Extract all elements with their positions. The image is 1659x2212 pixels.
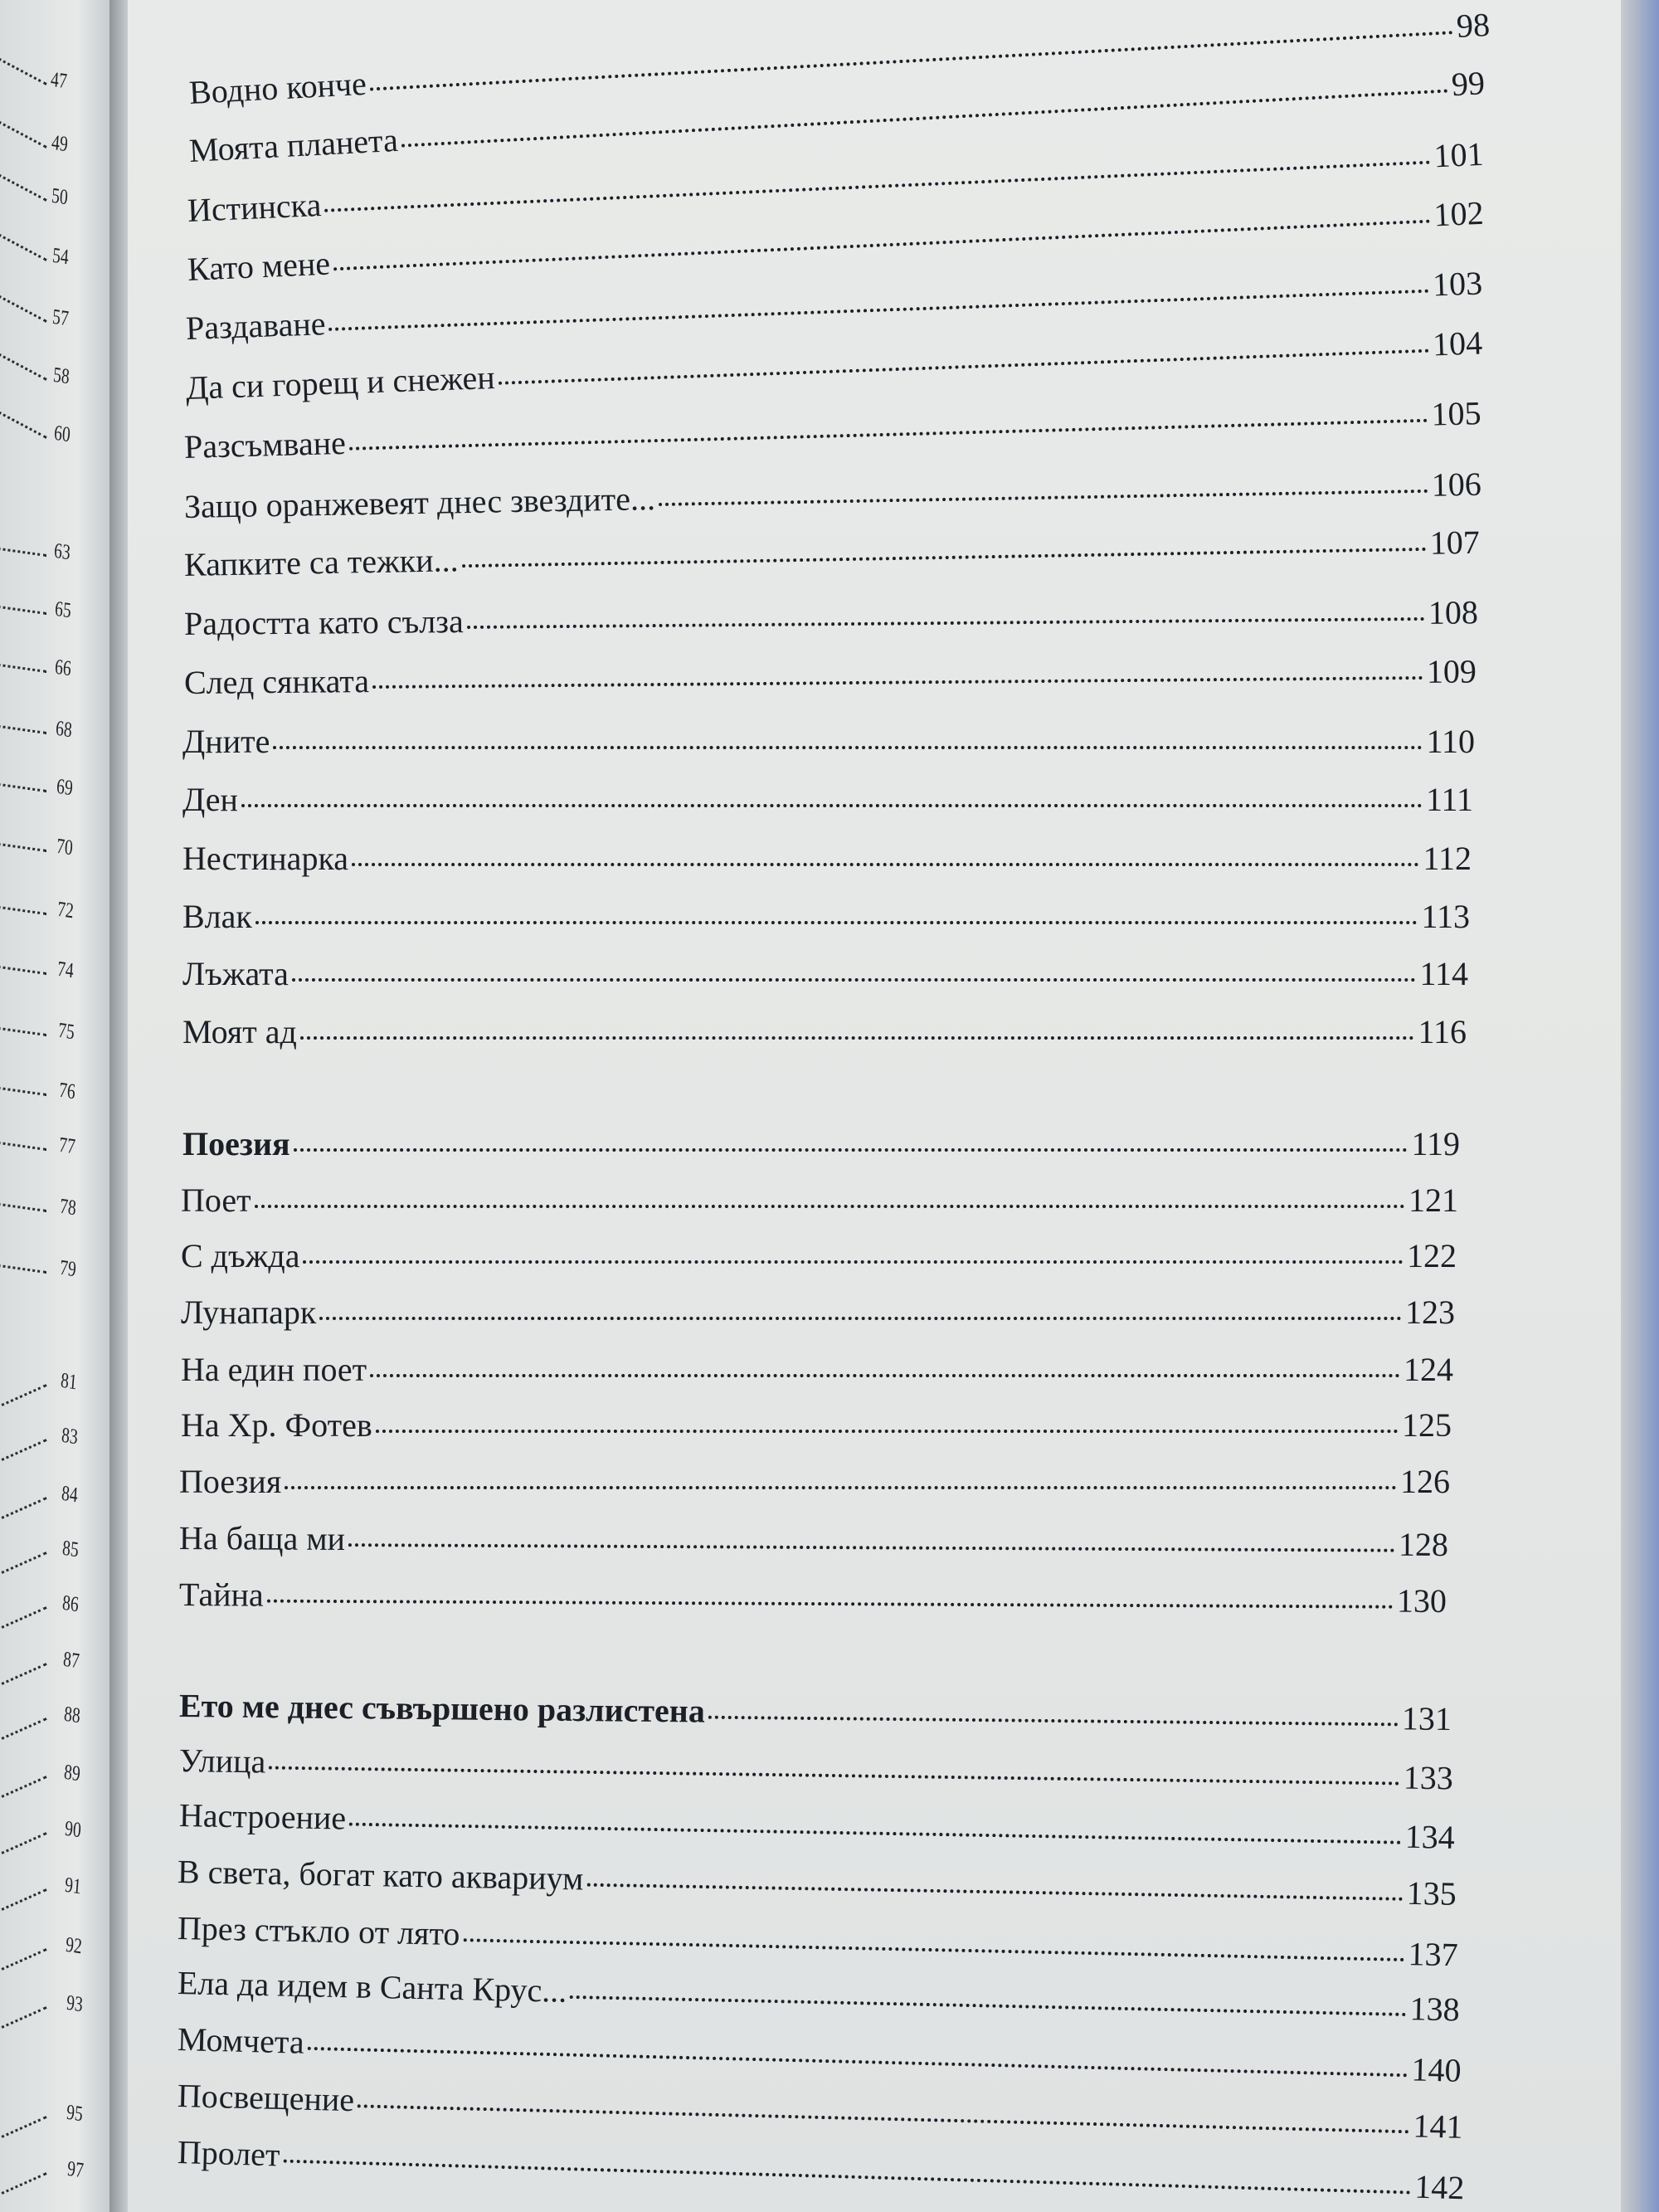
left-page-entry (0, 363, 109, 397)
left-page-entry (0, 1369, 109, 1402)
dot-leader (0, 2116, 47, 2141)
left-page-entry (0, 2157, 109, 2190)
toc-entry-title: На един поет (181, 1351, 367, 1388)
toc-entry-title: Ден (182, 781, 238, 818)
left-page-entry (0, 717, 109, 750)
toc-entry-title: Радостта като сълза (183, 602, 464, 642)
dot-leader (376, 1428, 1399, 1433)
toc-entry (182, 839, 1472, 878)
toc-entry-title: Раздаване (185, 305, 327, 347)
toc-entry-page-number: 113 (1421, 898, 1470, 935)
dot-leader (0, 1606, 47, 1631)
left-page-entry (0, 775, 109, 808)
toc-entry-title: Пролет (177, 2133, 281, 2174)
left-page-entry (0, 1537, 109, 1570)
toc-entry-page-number: 137 (1408, 1935, 1459, 1974)
toc-entry-title: Разсъмване (183, 423, 347, 465)
dot-leader (0, 965, 46, 975)
left-page-number: 66 (54, 654, 73, 681)
toc-entry-title: На баща ми (178, 1519, 346, 1558)
dot-leader (0, 2006, 47, 2031)
dot-leader (0, 1202, 46, 1212)
left-page-number: 78 (59, 1193, 77, 1220)
dot-leader (294, 1147, 1408, 1152)
toc-entry-title: Да си горещ и снежен (185, 358, 496, 407)
toc-entry (182, 1012, 1467, 1051)
toc-entry-title: След сянката (183, 662, 370, 701)
toc-entry-title: Защо оранжевеят днес звездите... (183, 480, 656, 525)
toc-entry-page-number: 121 (1408, 1182, 1458, 1219)
dot-leader (0, 605, 46, 615)
dot-leader (0, 842, 46, 852)
toc-entry (181, 1181, 1458, 1220)
toc-entry-page-number: 105 (1430, 394, 1482, 433)
toc-entry (182, 954, 1468, 993)
dot-leader (0, 547, 46, 557)
dot-leader (241, 802, 1423, 807)
dot-leader (0, 1384, 47, 1409)
dot-leader (0, 1552, 47, 1576)
toc-entry-page-number: 122 (1407, 1237, 1457, 1274)
left-page-number: 68 (55, 715, 73, 743)
left-page-number: 84 (61, 1480, 80, 1508)
dot-leader (352, 861, 1419, 866)
left-page-number: 79 (59, 1255, 78, 1282)
dot-leader (0, 782, 46, 792)
toc-entry-title: Ела да идем в Санта Крус... (177, 1964, 567, 2010)
left-page-number: 75 (57, 1017, 75, 1045)
left-page-number: 89 (63, 1759, 82, 1786)
left-page-entry (0, 1424, 109, 1457)
dot-leader (0, 1086, 46, 1096)
dot-leader (0, 663, 46, 673)
dot-leader (255, 919, 1418, 924)
toc-entry-title: Настроение (178, 1796, 347, 1837)
toc-entry-page-number: 116 (1418, 1013, 1467, 1050)
toc-entry-title: Улица (178, 1742, 266, 1781)
left-page-entry (0, 898, 109, 931)
left-page-entry (0, 1648, 109, 1681)
left-page-number: 50 (51, 183, 70, 210)
dot-leader (300, 1035, 1415, 1040)
toc-entry-page-number: 134 (1404, 1817, 1456, 1856)
left-page-entry (0, 1873, 109, 1907)
dot-leader (0, 905, 46, 915)
toc-entry-page-number: 123 (1405, 1294, 1455, 1331)
left-page-entry (0, 835, 109, 868)
left-page-number: 57 (51, 304, 71, 331)
left-page-entry (0, 1019, 109, 1052)
toc-entry-page-number: 107 (1429, 523, 1481, 562)
left-page-number: 63 (53, 538, 72, 565)
left-page-entry (0, 1591, 109, 1625)
toc-entry-page-number: 109 (1426, 652, 1477, 690)
toc-entry (182, 780, 1473, 819)
left-page-number: 88 (62, 1701, 81, 1728)
toc-entry (181, 1293, 1455, 1332)
dot-leader (0, 1832, 47, 1857)
left-page-entry (0, 1256, 109, 1289)
left-page-entry (0, 1133, 109, 1167)
toc-entry-page-number: 135 (1406, 1873, 1457, 1912)
toc-entry-page-number: 101 (1433, 134, 1485, 175)
left-page-number: 91 (64, 1872, 83, 1899)
left-page-entry (0, 655, 109, 689)
toc-entry-page-number: 103 (1432, 264, 1483, 304)
toc-entry-title: Като мене (187, 244, 331, 288)
toc-entry-title: Истинска (187, 185, 323, 229)
toc-entry-page-number: 131 (1401, 1699, 1452, 1738)
toc-entry-page-number: 99 (1450, 64, 1486, 104)
toc-entry-title: Поезия (182, 1125, 290, 1162)
toc-entry-page-number: 133 (1403, 1758, 1454, 1797)
left-page-number: 76 (57, 1077, 76, 1104)
left-page-entry (0, 1761, 109, 1794)
dot-leader (303, 1259, 1404, 1264)
left-page-number: 95 (66, 2099, 85, 2127)
dot-leader (570, 1994, 1406, 2016)
left-page-number: 65 (54, 596, 72, 623)
dot-leader (0, 173, 47, 202)
book-gutter (109, 0, 128, 2212)
dot-leader (0, 724, 46, 734)
toc-entry-page-number: 124 (1404, 1351, 1453, 1388)
toc-entry-title: Капките са тежки... (183, 541, 459, 583)
toc-entry-page-number: 106 (1431, 465, 1482, 504)
left-page-entry (0, 1079, 109, 1112)
dot-leader (370, 1372, 1400, 1377)
toc-entry-title: Поет (181, 1182, 251, 1219)
dot-leader (0, 2172, 47, 2197)
dot-leader (0, 1888, 47, 1913)
toc-entry-page-number: 126 (1400, 1463, 1450, 1500)
toc-entry-page-number: 128 (1398, 1525, 1449, 1564)
toc-entry-page-number: 130 (1396, 1581, 1447, 1620)
left-page-number: 70 (56, 833, 75, 860)
dot-leader (319, 1315, 1402, 1320)
left-page-entry (0, 957, 109, 991)
toc-entry-page-number: 110 (1426, 723, 1475, 760)
left-page-number: 77 (58, 1132, 77, 1159)
left-page-entry (0, 244, 109, 277)
toc-entry-title: В света, богат като аквариум (177, 1853, 584, 1898)
toc-entry-page-number: 112 (1423, 840, 1472, 877)
toc-entry-page-number: 140 (1411, 2050, 1462, 2089)
left-page-number: 69 (55, 773, 74, 801)
toc-entry (181, 1350, 1453, 1389)
left-page-number: 74 (56, 956, 75, 983)
toc-entry (179, 1518, 1448, 1564)
left-page-number: 97 (66, 2156, 85, 2183)
left-page-number: 49 (50, 129, 69, 157)
left-page (0, 0, 109, 2212)
left-page-entry (0, 2101, 109, 2134)
toc-entry-page-number: 98 (1455, 5, 1491, 45)
left-page-number: 85 (61, 1535, 80, 1562)
toc-entry-title: На Хр. Фотев (181, 1406, 372, 1444)
toc-entry-page-number: 102 (1433, 193, 1485, 234)
dot-leader (273, 744, 1423, 749)
dot-leader (269, 1765, 1400, 1786)
toc-entry-title: Дните (182, 723, 270, 760)
left-page-entry (0, 421, 109, 455)
toc-entry-title: Нестинарка (182, 840, 349, 877)
dot-leader (708, 1714, 1399, 1727)
dot-leader (0, 1026, 46, 1036)
left-page-number: 47 (50, 66, 68, 94)
toc-entry-page-number: 108 (1428, 593, 1479, 631)
left-page-entry (0, 1933, 109, 1966)
left-page-number: 58 (52, 362, 71, 389)
toc-entry-title: Ето ме днес съвършено разлистена (178, 1687, 706, 1730)
dot-leader (0, 120, 47, 149)
left-page-number: 86 (61, 1590, 80, 1617)
toc-entry (182, 897, 1470, 936)
toc-entry-title: Посвещение (177, 2077, 355, 2119)
dot-leader (0, 1497, 47, 1522)
dot-leader (659, 488, 1428, 506)
left-page-entry (0, 597, 109, 631)
toc-entry-page-number: 119 (1411, 1125, 1460, 1162)
dot-leader (0, 411, 47, 439)
left-page-entry (0, 1195, 109, 1228)
toc-entry-title: Моят ад (182, 1013, 297, 1050)
left-page-entry (0, 184, 109, 217)
toc-entry-title: Поезия (179, 1463, 282, 1500)
dot-leader (462, 546, 1427, 568)
left-page-number: 92 (65, 1932, 83, 1959)
toc-entry-title: Влак (182, 898, 252, 935)
dot-leader (0, 1141, 46, 1151)
left-page-entry (0, 68, 109, 101)
left-page-number: 90 (64, 1815, 82, 1843)
dot-leader (0, 1439, 47, 1464)
dot-leader (0, 353, 47, 381)
dot-leader (255, 1203, 1405, 1208)
toc-entry (179, 1575, 1447, 1620)
toc-entry-title: През стъкло от лято (177, 1909, 460, 1953)
left-page-entry (0, 1482, 109, 1515)
toc-entry-page-number: 142 (1413, 2167, 1466, 2207)
left-page-entry (0, 131, 109, 164)
left-page-number: 72 (56, 896, 75, 923)
left-page-entry (0, 305, 109, 339)
toc-entry-title: Тайна (178, 1576, 264, 1614)
dot-leader (467, 616, 1425, 629)
toc-entry-title: Моята планета (187, 120, 399, 169)
toc-entry (181, 1406, 1452, 1445)
dot-leader (0, 1717, 47, 1742)
dot-leader (0, 1663, 47, 1688)
toc-entry-title: Водно конче (187, 64, 367, 111)
toc-entry (182, 1124, 1460, 1163)
toc-entry-page-number: 138 (1409, 1990, 1461, 2029)
dot-leader (0, 1948, 47, 1973)
toc-entry-title: Лъжата (182, 955, 289, 992)
toc-entry (181, 1236, 1457, 1275)
toc-entry-title: Лунапарк (181, 1294, 317, 1331)
left-page-entry (0, 539, 109, 572)
dot-leader (372, 675, 1423, 689)
dot-leader (0, 233, 47, 261)
dot-leader (0, 295, 47, 323)
toc-entry (179, 1462, 1450, 1501)
toc-entry-page-number: 104 (1432, 324, 1483, 363)
left-page-number: 93 (65, 1990, 84, 2017)
dot-leader (267, 1598, 1394, 1609)
page-edge (1621, 0, 1659, 2212)
toc-entry-page-number: 125 (1402, 1406, 1452, 1444)
toc-entry (182, 722, 1475, 761)
dot-leader (586, 1882, 1403, 1901)
left-page-entry (0, 1991, 109, 2024)
toc-entry-title: С дъжда (181, 1237, 300, 1274)
left-page-entry (0, 1817, 109, 1850)
left-page-number: 60 (52, 420, 71, 447)
dot-leader (0, 57, 47, 85)
left-page-number: 54 (51, 242, 70, 270)
dot-leader (285, 1484, 1397, 1489)
left-page-number: 81 (60, 1367, 78, 1395)
toc-entry-page-number: 111 (1425, 781, 1473, 818)
toc-entry-page-number: 141 (1413, 2107, 1464, 2146)
dot-leader (0, 1776, 47, 1800)
dot-leader (348, 1542, 1395, 1552)
dot-leader (292, 977, 1417, 982)
toc-entry-title: Момчета (177, 2020, 305, 2061)
dot-leader (0, 1264, 46, 1274)
left-page-number: 83 (60, 1422, 79, 1449)
left-page-entry (0, 1703, 109, 1736)
toc-entry-page-number: 114 (1419, 955, 1468, 992)
left-page-number: 87 (62, 1646, 80, 1674)
